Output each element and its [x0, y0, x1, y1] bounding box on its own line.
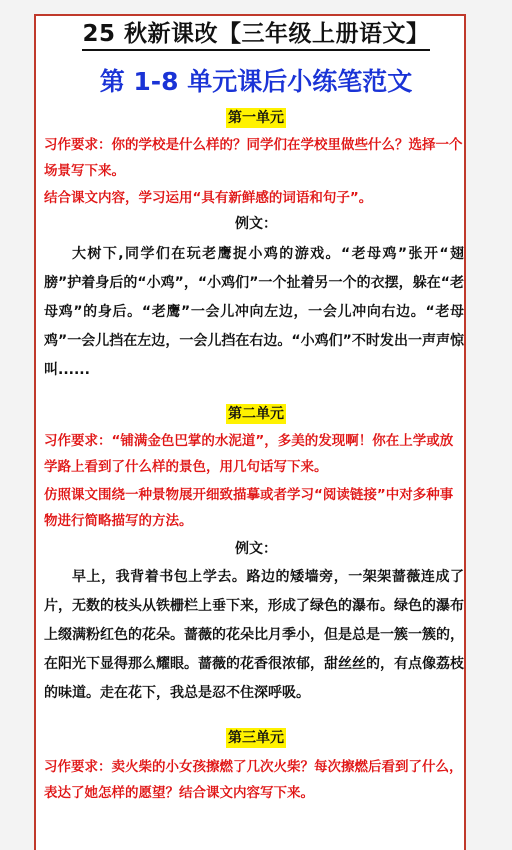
unit-1-example-label: 例文：: [235, 216, 277, 232]
unit-heading-3: [0, 727, 512, 749]
document-title: [0, 20, 512, 51]
unit-heading-2: [0, 403, 512, 425]
unit-3-requirement: 习作要求：卖火柴的小女孩擦燃了几次火柴？每次擦燃后看到了什么，表达了她怎样的愿望？结合课文内容写下来。: [44, 759, 463, 801]
unit-1-requirement: 习作要求：你的学校是什么样的？同学们在学校里做些什么？选择一个场景写下来。: [44, 137, 463, 179]
unit-heading-2-text: 第二单元: [228, 406, 284, 422]
document-title-text: 25 秋新课改【三年级上册语文】: [82, 20, 429, 51]
unit-2-requirement-method: 仿照课文围绕一种景物展开细致描摹或者学习“阅读链接”中对多种事物进行简略描写的方法。: [44, 487, 454, 529]
unit-2-example-label: 例文：: [235, 541, 277, 557]
unit-2-requirement: 习作要求：“铺满金色巴掌的水泥道”，多美的发现啊！你在上学或放学路上看到了什么样的景色，用几句话写下来。: [44, 433, 454, 475]
unit-1-essay: 大树下,同学们在玩老鹰捉小鸡的游戏。“老母鸡”张开“翅膀”护着身后的“小鸡”，“小鸡们”一个扯着另一个的衣摆，躲在“老母鸡”的身后。“老鹰”一会儿冲向左边，一会儿冲向右边。“老母鸡”一会儿挡在左边，一会儿挡在右边。“小鸡们”不时发出一声声惊叫......: [44, 246, 464, 378]
unit-1-requirement-method: 结合课文内容，学习运用“具有新鲜感的词语和句子”。: [44, 190, 373, 206]
unit-heading-3-text: 第三单元: [228, 730, 284, 746]
unit-heading-1-text: 第一单元: [228, 110, 284, 126]
unit-2-essay: 早上，我背着书包上学去。路边的矮墙旁，一架架蔷薇连成了片，无数的枝头从铁栅栏上垂下来，形成了绿色的瀑布。绿色的瀑布上缀满粉红色的花朵。蔷薇的花朵比月季小，但是总是一簇一簇的，在阳光下显得那么耀眼。蔷薇的花香很浓郁，甜丝丝的，有点像荔枝的味道。走在花下，我总是忍不住深呼吸。: [44, 569, 464, 701]
unit-heading-1: [0, 107, 512, 129]
document-subtitle: 第 1-8 单元课后小练笔范文: [99, 67, 413, 96]
